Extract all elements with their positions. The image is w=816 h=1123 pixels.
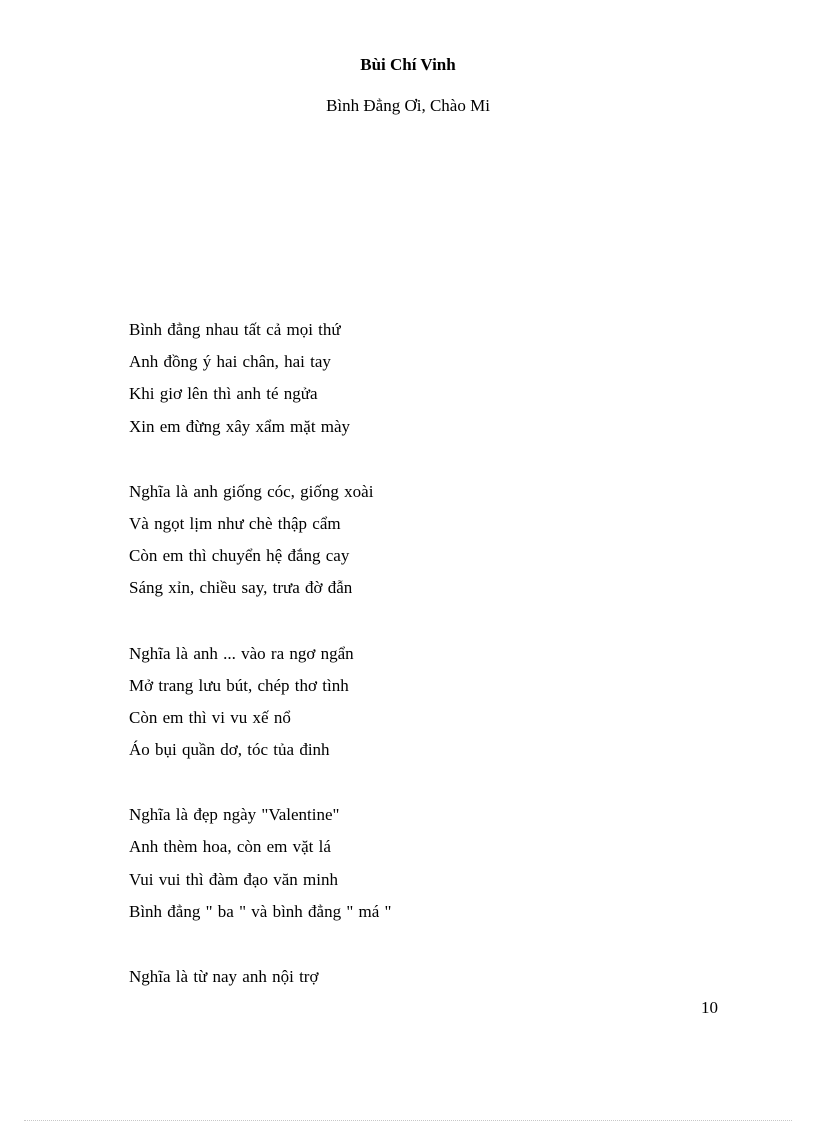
poem-line: Anh thèm hoa, còn em vặt lá — [129, 837, 331, 857]
poem-title: Bình Đẳng Ơi, Chào Mi — [326, 96, 490, 115]
stanza — [129, 799, 729, 928]
poem-line: Nghĩa là từ nay anh nội trợ — [129, 967, 319, 986]
footer-divider — [24, 1120, 792, 1121]
poem-line: Áo bụi quần dơ, tóc tủa đinh — [129, 740, 330, 760]
page-number: 10 — [701, 998, 718, 1017]
poem-line: Nghĩa là anh giống cóc, giống xoài — [129, 481, 374, 501]
poem-line: Mở trang lưu bút, chép thơ tình — [129, 675, 349, 695]
poem-line: Nghĩa là anh ... vào ra ngơ ngẩn — [129, 643, 354, 663]
poem-line: Anh đồng ý hai chân, hai tay — [129, 352, 331, 372]
poem-line: Còn em thì vi vu xế nổ — [129, 707, 291, 727]
poem-line: Còn em thì chuyển hệ đắng cay — [129, 546, 350, 566]
stanza — [129, 476, 729, 605]
poem-line: Nghĩa là đẹp ngày "Valentine" — [129, 805, 340, 825]
poem-line: Xin em đừng xây xẩm mặt mày — [129, 416, 351, 436]
poem-line: Khi giơ lên thì anh té ngửa — [129, 384, 318, 404]
poem-line: Sáng xỉn, chiều say, trưa đờ đẫn — [129, 578, 353, 598]
stanza — [129, 961, 729, 993]
author-name: Bùi Chí Vinh — [360, 55, 456, 74]
poem-line: Và ngọt lịm như chè thập cẩm — [129, 513, 341, 533]
stanza — [129, 314, 729, 443]
poem-line: Bình đẳng nhau tất cả mọi thứ — [129, 320, 341, 339]
poem-line: Bình đẳng " ba " và bình đẳng " má " — [129, 901, 392, 921]
poem-body — [129, 314, 729, 993]
poem-line: Vui vui thì đàm đạo văn minh — [129, 869, 338, 889]
stanza — [129, 638, 729, 767]
